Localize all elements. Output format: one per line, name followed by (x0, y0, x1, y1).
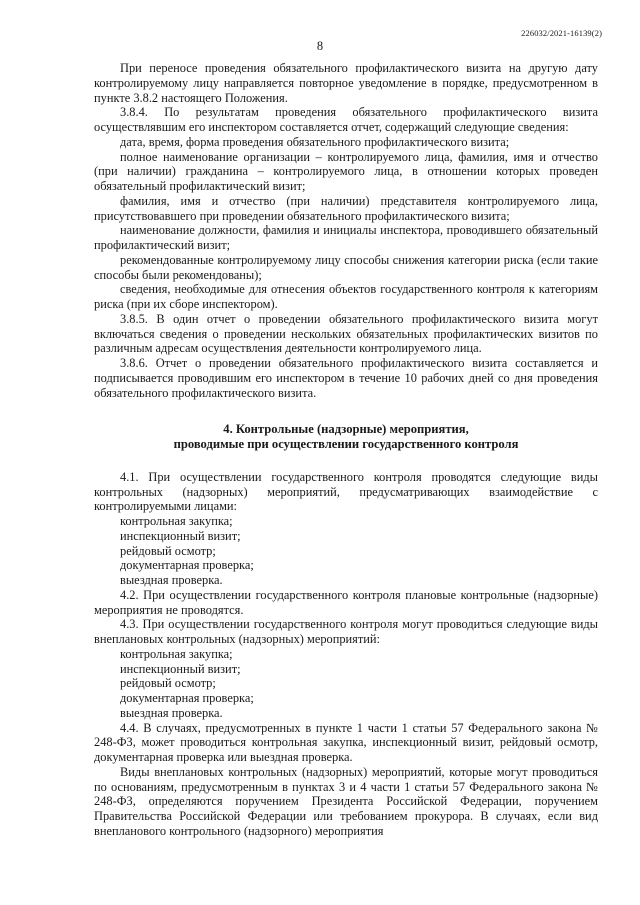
page-number: 8 (316, 39, 324, 53)
report-item: наименование должности, фамилия и инициалы инспектора, проводившего обязательный профилактический визит; (94, 223, 598, 252)
report-item: дата, время, форма проведения обязательного профилактического визита; (120, 134, 510, 149)
document-number: 226032/2021-16139(2) (521, 28, 602, 38)
paragraph-4-3: 4.3. При осуществлении государственного контроля могут проводиться следующие виды внеплановых контрольных (надзорных) мероприятий: (94, 617, 598, 646)
report-item: рекомендованные контролируемому лицу способы снижения категории риска (если такие способы были рекомендованы); (94, 252, 598, 282)
paragraph-3-8-4: 3.8.4. По результатам проведения обязательного профилактического визита осуществлявшим его инспектором составляется отчет, содержащий следующие сведения: (94, 105, 598, 134)
paragraph-4-4: 4.4. В случаях, предусмотренных в пункте 1 части 1 статьи 57 Федерального закона № 248-ФЗ, может проводиться контрольная закупка, инспекционный визит, рейдовый осмотр, документарная проверка или выездная проверка. (94, 720, 598, 764)
section-heading-line-1: 4. Контрольные (надзорные) мероприятия, (223, 422, 469, 437)
list-item: инспекционный визит; (120, 528, 241, 543)
report-item: сведения, необходимые для отнесения объектов государственного контроля к категориям риска (при их сборе инспектором). (94, 282, 598, 311)
paragraph-3-8-5: 3.8.5. В один отчет о проведении обязательного профилактического визита могут включаться сведения о проведении нескольких обязательных профилактических визитов по различным адресам осуществления деятельности контролируемого лица. (94, 311, 598, 356)
list-item: рейдовый осмотр; (120, 543, 216, 558)
paragraph-last: Виды внеплановых контрольных (надзорных) мероприятий, которые могут проводиться по основаниям, предусмотренным в пунктах 3 и 4 части 1 статьи 57 Федерального закона № 248-ФЗ, определяются поручением Президента Российской Федерации, поручением Правительства Российской Федерации или требованием прокурора. В случаях, если вид внепланового контрольного (надзорного) мероприятия (94, 764, 598, 838)
list-item: контрольная закупка; (120, 646, 233, 661)
document-body (94, 61, 598, 839)
section-heading-line-2: проводимые при осуществлении государственного контроля (173, 437, 519, 451)
list-item: рейдовый осмотр; (120, 676, 216, 691)
report-item: полное наименование организации – контролируемого лица, фамилия, имя и отчество (при наличии) гражданина – контролируемого лица, в отношении которых проведен обязательный профилактический визит; (94, 149, 598, 193)
report-item: фамилия, имя и отчество (при наличии) представителя контролируемого лица, присутствовавшего при проведении обязательного профилактического визита; (94, 193, 598, 223)
list-item: контрольная закупка; (120, 514, 233, 528)
paragraph: При переносе проведения обязательного профилактического визита на другую дату контролируемому лицу направляется повторное уведомление в порядке, предусмотренном в пункте 3.8.2 настоящего Положения. (94, 61, 598, 105)
paragraph-4-1: 4.1. При осуществлении государственного контроля проводятся следующие виды контрольных (надзорных) мероприятий, предусматривающих взаимодействие с контролируемыми лицами: (94, 469, 598, 514)
paragraph-4-2: 4.2. При осуществлении государственного контроля плановые контрольные (надзорные) мероприятия не проводятся. (94, 587, 598, 617)
paragraph-3-8-6: 3.8.6. Отчет о проведении обязательного профилактического визита составляется и подписывается проводившим его инспектором в течение 10 рабочих дней со дня проведения обязательного профилактического визита. (94, 356, 598, 400)
list-item: выездная проверка. (120, 705, 223, 720)
list-item: инспекционный визит; (120, 661, 241, 676)
list-item: документарная проверка; (120, 691, 254, 705)
list-item: выездная проверка. (120, 573, 223, 587)
list-item: документарная проверка; (120, 558, 254, 573)
